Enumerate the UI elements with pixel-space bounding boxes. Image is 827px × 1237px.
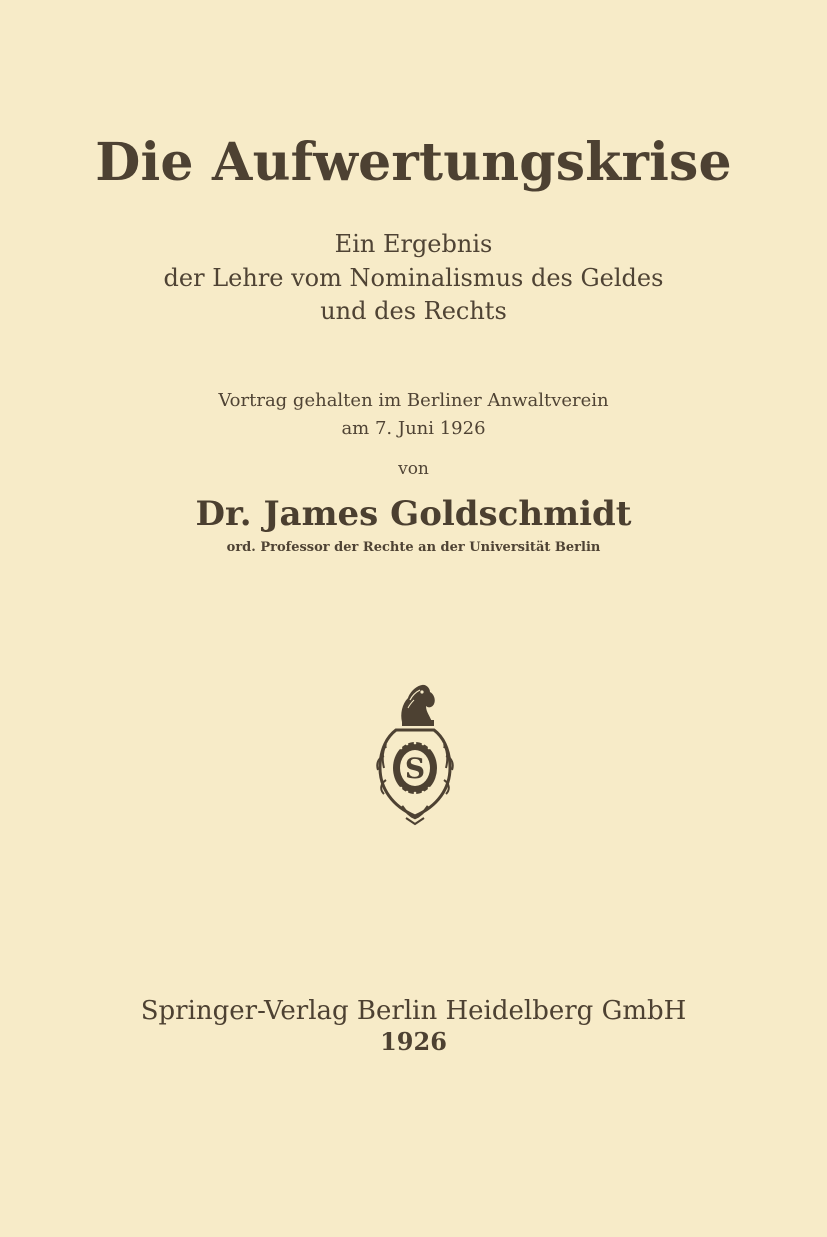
publication-year: 1926 [380, 1027, 447, 1056]
publisher-name: Springer-Verlag Berlin Heidelberg GmbH [140, 996, 687, 1026]
springer-horse-logo [372, 678, 458, 828]
author-affiliation: ord. Professor der Rechte an der Universität Berlin [226, 540, 601, 555]
subtitle-line-1: Ein Ergebnis [334, 230, 493, 258]
subtitle-line-2: der Lehre vom Nominalismus des Geldes [163, 264, 664, 292]
logo-monogram: S [404, 752, 426, 785]
author-name: Dr. James Goldschmidt [195, 494, 632, 534]
springer-logo-icon [372, 678, 458, 828]
subtitle-line-3: und des Rechts [320, 297, 507, 325]
by-label: von [398, 459, 429, 479]
book-title: Die Aufwertungskrise [95, 132, 732, 193]
lecture-line-2: am 7. Juni 1926 [341, 418, 486, 439]
lecture-line-1: Vortrag gehalten im Berliner Anwaltverein [218, 390, 609, 411]
